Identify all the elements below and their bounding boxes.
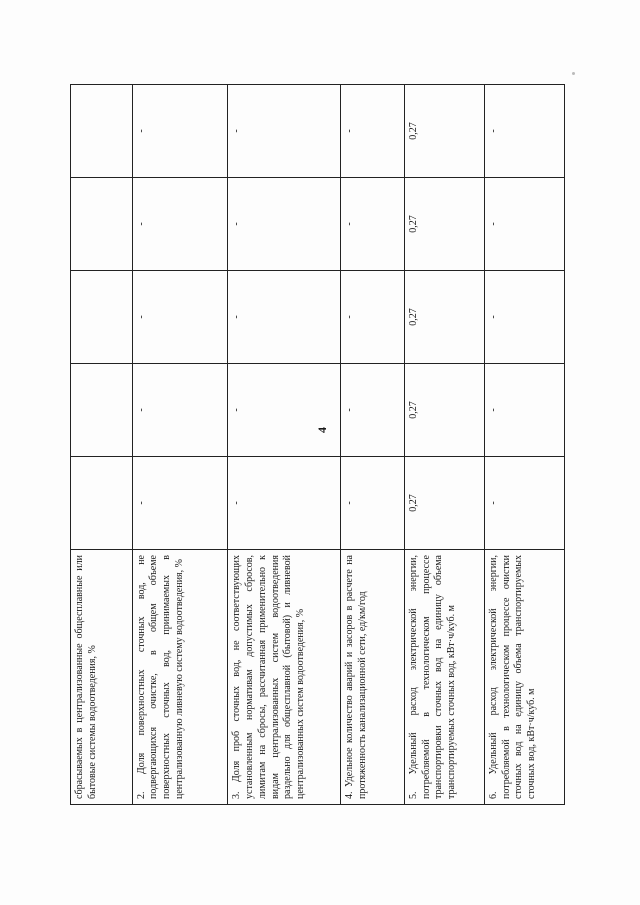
row-description: сбрасываемых в централизованные общесплавные или бытовые системы водоотведения, % <box>71 550 133 805</box>
table-row <box>132 85 228 805</box>
value-cell: - <box>484 178 564 271</box>
table-row <box>484 85 564 805</box>
value-cell: 0,27 <box>404 457 484 550</box>
indicators-table <box>70 84 565 805</box>
value-cell: - <box>132 457 228 550</box>
value-cell: - <box>228 457 341 550</box>
value-cell: 0,27 <box>404 364 484 457</box>
value-cell: 0,27 <box>404 178 484 271</box>
value-cell: - <box>341 178 405 271</box>
value-cell: - <box>228 178 341 271</box>
value-cell: - <box>132 364 228 457</box>
value-cell: - <box>341 364 405 457</box>
value-cell: - <box>341 85 405 178</box>
table-row <box>341 85 405 805</box>
row-description: 4. Удельное количество аварий и засоров в расчете на протяженность канализационной сети, ед/км/год <box>341 550 405 805</box>
value-cell <box>71 457 133 550</box>
value-cell <box>71 364 133 457</box>
row-description: 3. Доля проб сточных вод, не соответствующих установленным нормативам допустимых сбросов, лимитам на сбросы, рассчитанная применительно к видам централизованных систем водоотведения раздельно для общесплавной (бытовой) и ливневой централизованных систем водоотведения, % <box>228 550 341 805</box>
value-cell: - <box>341 457 405 550</box>
table-row <box>71 85 133 805</box>
value-cell: - <box>484 364 564 457</box>
value-cell <box>71 178 133 271</box>
value-cell <box>71 271 133 364</box>
value-cell <box>71 85 133 178</box>
value-cell: 0,27 <box>404 271 484 364</box>
value-cell: 0,27 <box>404 85 484 178</box>
value-cell: - <box>228 271 341 364</box>
page-number: 4 <box>315 427 329 433</box>
row-description: 6. Удельный расход электрической энергии, потребляемой в технологическом процессе очистки сточных вод на единицу объема транспортируемых сточных вод, кВт·ч/куб. м <box>484 550 564 805</box>
value-cell: - <box>341 271 405 364</box>
table-row <box>404 85 484 805</box>
indicators-table-rotated <box>70 85 565 805</box>
value-cell: - <box>228 85 341 178</box>
table-row <box>228 85 341 805</box>
value-cell: - <box>132 271 228 364</box>
value-cell: - <box>132 178 228 271</box>
scan-speck <box>572 72 575 75</box>
value-cell: - <box>228 364 341 457</box>
value-cell: - <box>484 271 564 364</box>
row-description: 2. Доля поверхностных сточных вод, не подвергающихся очистке, в общем объеме поверхностных сточных вод, принимаемых в централизованную ливневую систему водоотведения, % <box>132 550 228 805</box>
value-cell: - <box>132 85 228 178</box>
value-cell: - <box>484 457 564 550</box>
value-cell: - <box>484 85 564 178</box>
row-description: 5. Удельный расход электрической энергии, потребляемой в технологическом процессе транспортировки сточных вод на единицу объема транспортируемых сточных вод, кВт·ч/куб. м <box>404 550 484 805</box>
